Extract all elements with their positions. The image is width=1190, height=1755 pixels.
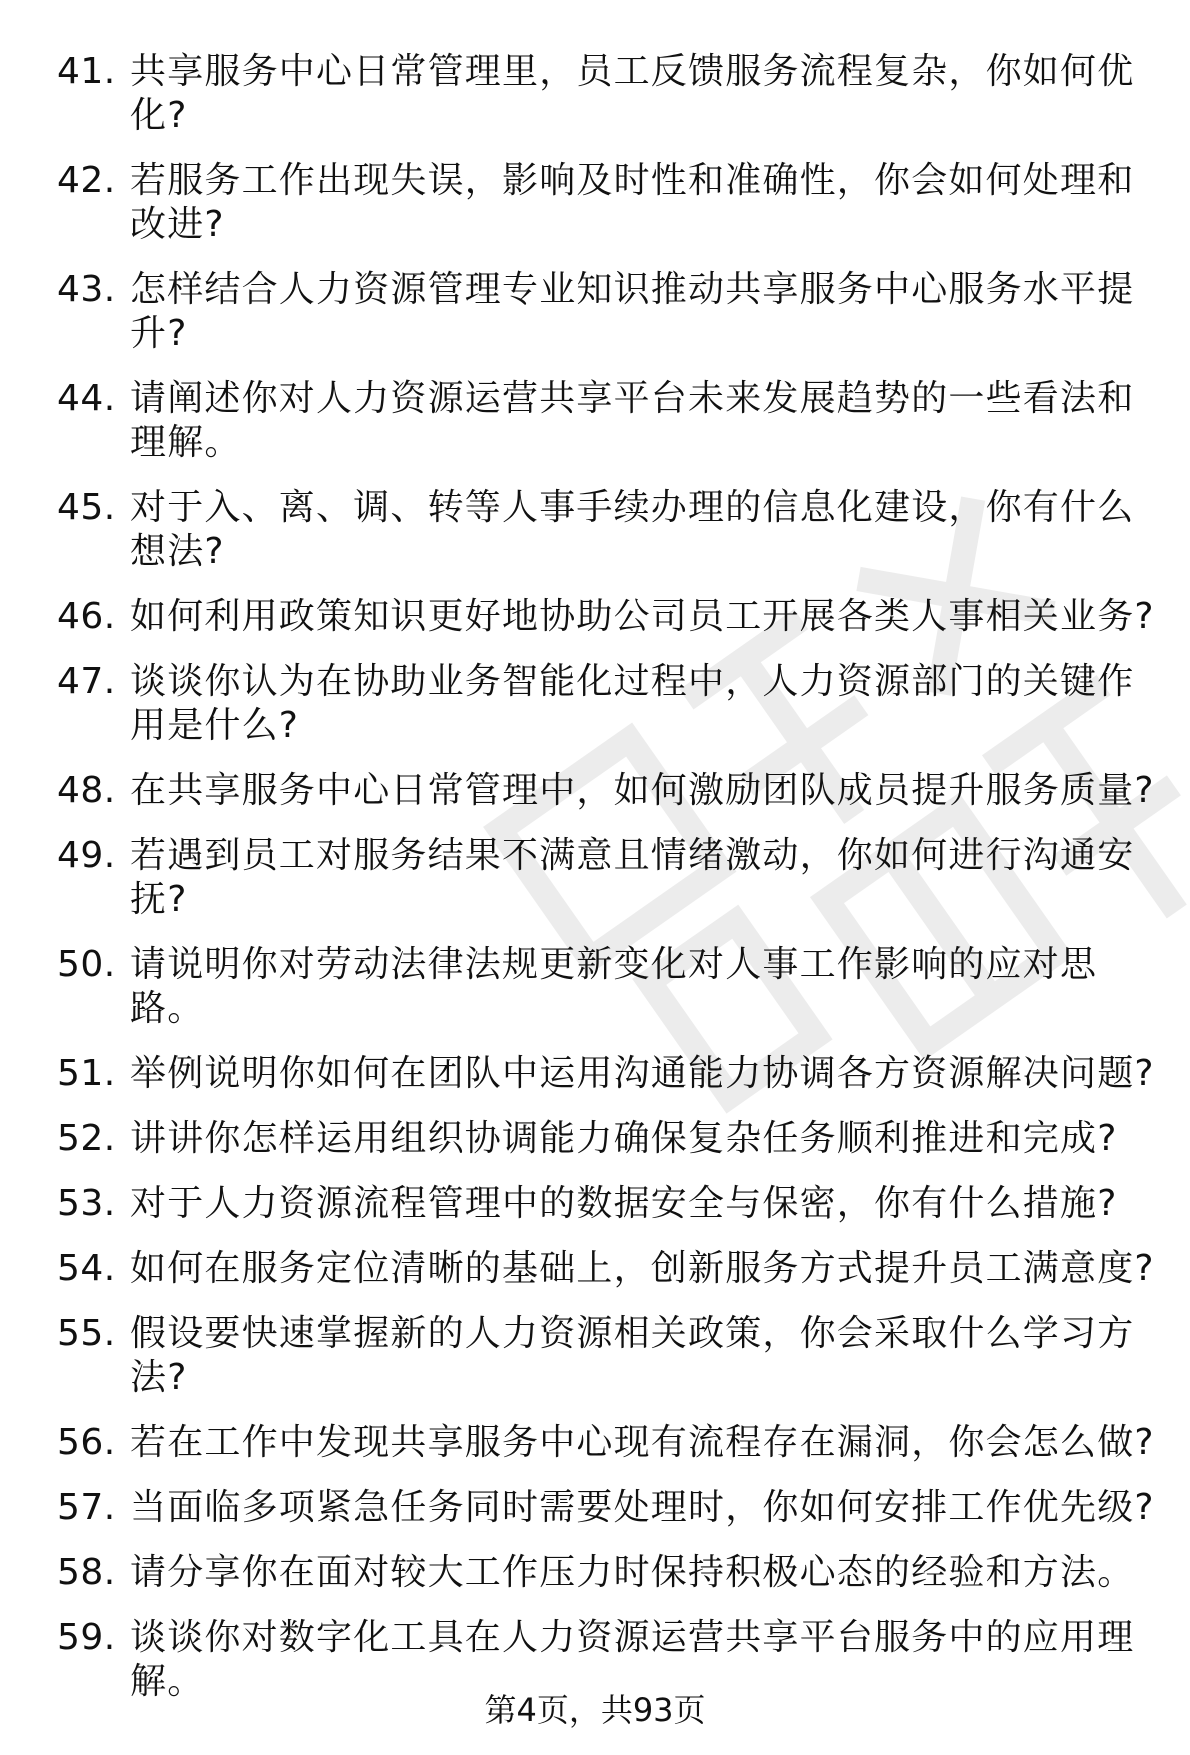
question-number: 45. bbox=[57, 487, 116, 528]
question-number: 53. bbox=[57, 1183, 116, 1224]
question-text: 如何在服务定位清晰的基础上，创新服务方式提升员工满意度? bbox=[130, 1248, 1155, 1289]
question-number: 59. bbox=[57, 1617, 116, 1658]
question-item bbox=[0, 834, 1190, 922]
question-text: 假设要快速掌握新的人力资源相关政策，你会采取什么学习方法? bbox=[130, 1313, 1135, 1398]
question-item bbox=[0, 1182, 1190, 1226]
question-item bbox=[0, 595, 1190, 639]
question-text: 举例说明你如何在团队中运用沟通能力协调各方资源解决问题? bbox=[130, 1053, 1155, 1094]
question-text: 请分享你在面对较大工作压力时保持积极心态的经验和方法。 bbox=[130, 1552, 1135, 1593]
question-number: 41. bbox=[57, 51, 116, 92]
question-number: 50. bbox=[57, 944, 116, 985]
question-list bbox=[0, 50, 1190, 1725]
question-item bbox=[0, 50, 1190, 138]
question-number: 46. bbox=[57, 596, 116, 637]
question-text: 若在工作中发现共享服务中心现有流程存在漏洞，你会怎么做? bbox=[130, 1422, 1155, 1463]
question-number: 47. bbox=[57, 661, 116, 702]
question-text: 若服务工作出现失误，影响及时性和准确性，你会如何处理和改进? bbox=[130, 160, 1135, 245]
question-number: 44. bbox=[57, 378, 116, 419]
question-text: 若遇到员工对服务结果不满意且情绪激动，你如何进行沟通安抚? bbox=[130, 835, 1135, 920]
question-number: 54. bbox=[57, 1248, 116, 1289]
question-text: 对于入、离、调、转等人事手续办理的信息化建设，你有什么想法? bbox=[130, 487, 1135, 572]
page-footer bbox=[0, 1690, 1190, 1730]
question-text: 在共享服务中心日常管理中，如何激励团队成员提升服务质量? bbox=[130, 770, 1155, 811]
question-number: 48. bbox=[57, 770, 116, 811]
question-number: 56. bbox=[57, 1422, 116, 1463]
question-item bbox=[0, 1312, 1190, 1400]
question-text: 共享服务中心日常管理里，员工反馈服务流程复杂，你如何优化? bbox=[130, 51, 1135, 136]
question-text: 对于人力资源流程管理中的数据安全与保密，你有什么措施? bbox=[130, 1183, 1118, 1224]
question-number: 52. bbox=[57, 1118, 116, 1159]
question-text: 当面临多项紧急任务同时需要处理时，你如何安排工作优先级? bbox=[130, 1487, 1155, 1528]
question-item bbox=[0, 1421, 1190, 1465]
question-item bbox=[0, 660, 1190, 748]
question-number: 57. bbox=[57, 1487, 116, 1528]
question-text: 如何利用政策知识更好地协助公司员工开展各类人事相关业务? bbox=[130, 596, 1155, 637]
question-number: 43. bbox=[57, 269, 116, 310]
question-item bbox=[0, 486, 1190, 574]
question-number: 51. bbox=[57, 1053, 116, 1094]
question-item bbox=[0, 377, 1190, 465]
question-item bbox=[0, 268, 1190, 356]
question-item bbox=[0, 943, 1190, 1031]
question-text: 请说明你对劳动法律法规更新变化对人事工作影响的应对思路。 bbox=[130, 944, 1098, 1029]
question-text: 谈谈你认为在协助业务智能化过程中，人力资源部门的关键作用是什么? bbox=[130, 661, 1135, 746]
question-text: 谈谈你对数字化工具在人力资源运营共享平台服务中的应用理解。 bbox=[130, 1617, 1135, 1702]
question-text: 怎样结合人力资源管理专业知识推动共享服务中心服务水平提升? bbox=[130, 269, 1135, 354]
question-number: 42. bbox=[57, 160, 116, 201]
question-item bbox=[0, 1247, 1190, 1291]
question-number: 58. bbox=[57, 1552, 116, 1593]
question-text: 讲讲你怎样运用组织协调能力确保复杂任务顺利推进和完成? bbox=[130, 1118, 1118, 1159]
question-item bbox=[0, 1551, 1190, 1595]
question-item bbox=[0, 1117, 1190, 1161]
question-item bbox=[0, 1052, 1190, 1096]
question-number: 49. bbox=[57, 835, 116, 876]
question-item bbox=[0, 1486, 1190, 1530]
page-number-label: 第4页，共93页 bbox=[484, 1691, 706, 1729]
question-item bbox=[0, 159, 1190, 247]
question-number: 55. bbox=[57, 1313, 116, 1354]
question-text: 请阐述你对人力资源运营共享平台未来发展趋势的一些看法和理解。 bbox=[130, 378, 1135, 463]
question-item bbox=[0, 769, 1190, 813]
